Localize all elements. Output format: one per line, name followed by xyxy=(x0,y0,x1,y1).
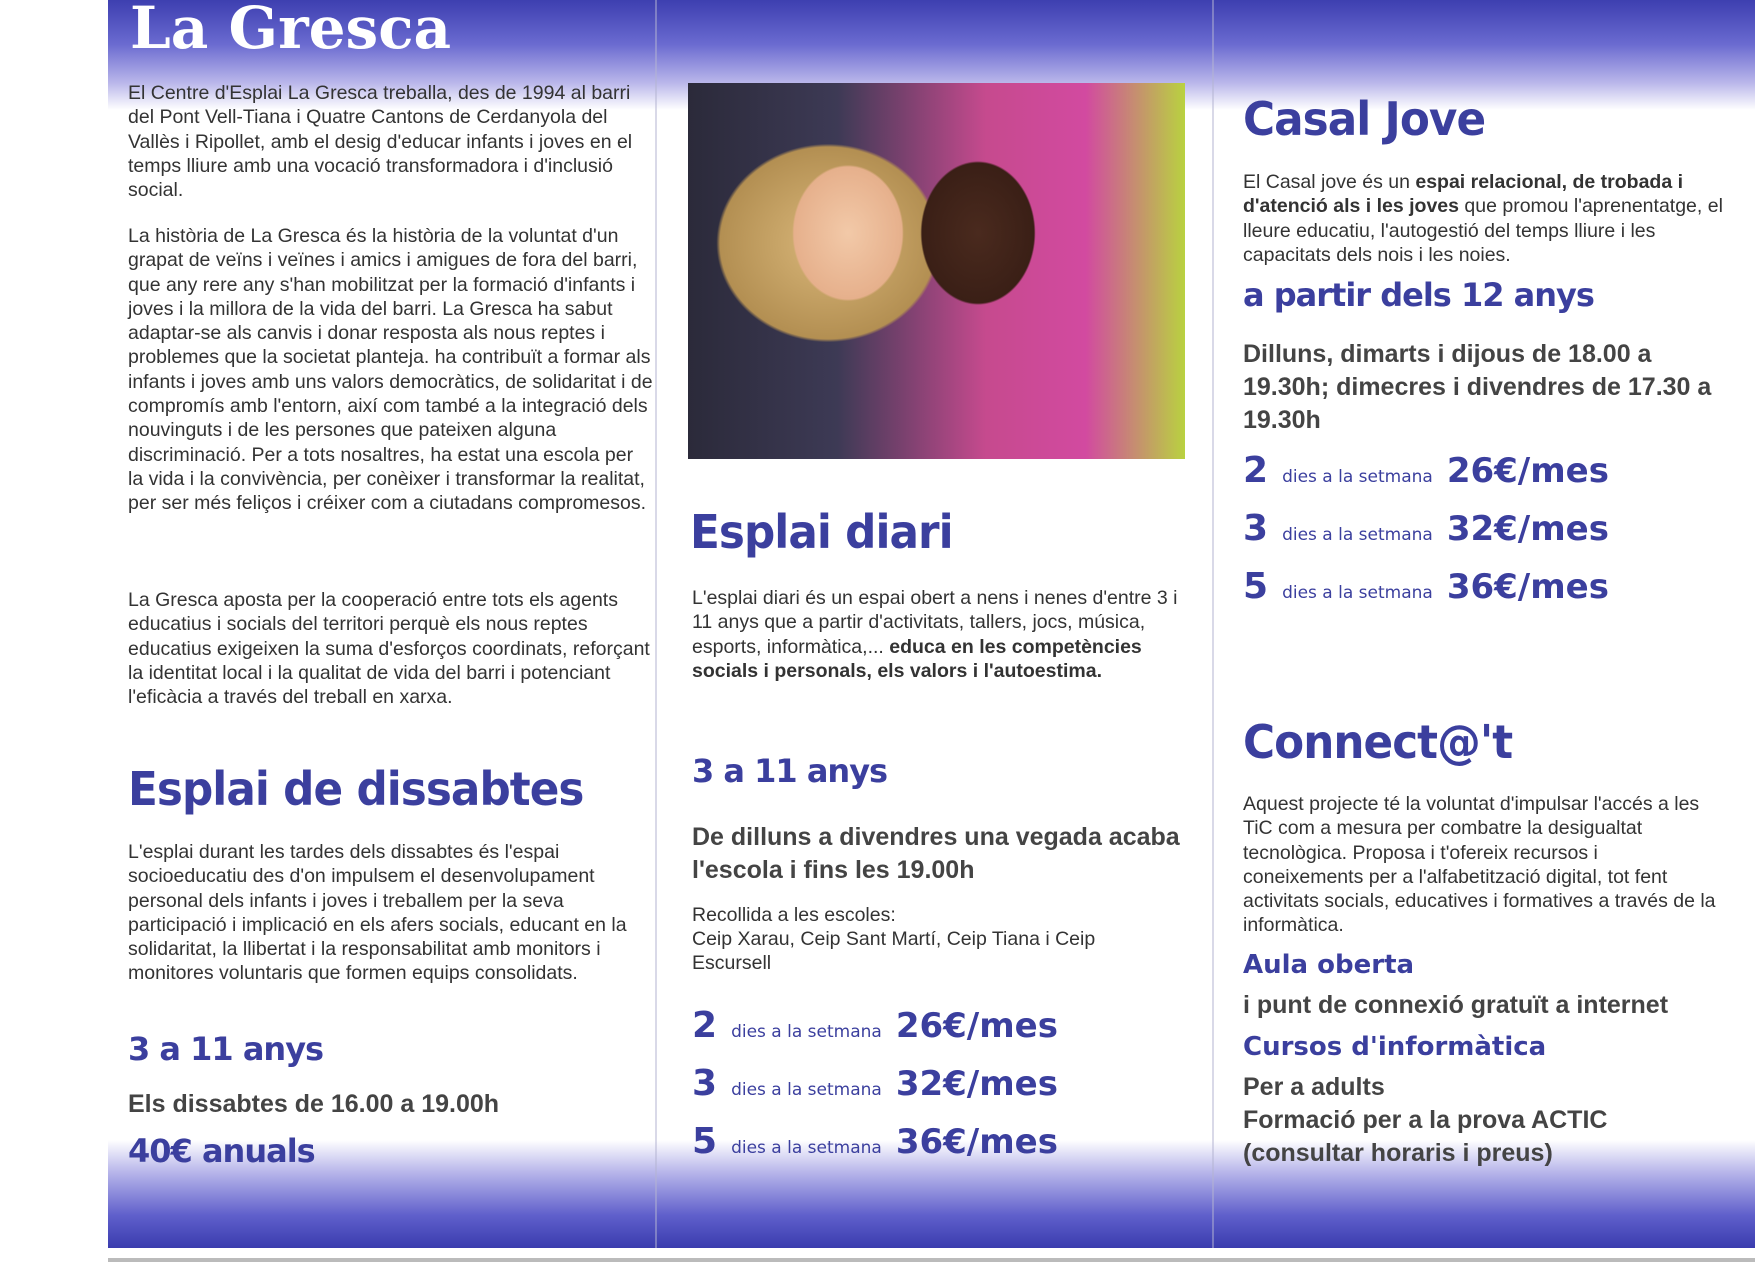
section-heading-casal-jove: Casal Jove xyxy=(1243,92,1486,146)
price-label: dies a la setmana xyxy=(1282,583,1433,603)
price-days: 2 xyxy=(1243,450,1269,491)
casal-jove-schedule: Dilluns, dimarts i dijous de 18.00 a 19.30h; dimecres i divendres de 17.30 a 19.30h xyxy=(1243,340,1712,434)
dissabtes-age: 3 a 11 anys xyxy=(128,1030,324,1068)
cooperation-paragraph: La Gresca aposta per la cooperació entre tots els agents educatius i socials del territori perquè els nous reptes educatius exigeixen la suma d'esforços coordinats, reforçant la identitat local i la qualitat de vida del barri i potenciant l'eficàcia a través del treball en xarxa. xyxy=(128,589,650,709)
paragraph-text: L'esplai diari és un espai obert a nens i nenes d'entre 3 i 11 anys que a partir d'activitats, tallers, jocs, música, esports, informàtica,... xyxy=(692,587,1178,658)
cursos-line-2: Formació per a la prova ACTIC xyxy=(1243,1106,1608,1134)
section-heading-dissabtes: Esplai de dissabtes xyxy=(128,762,584,816)
aula-oberta-description: i punt de connexió gratuït a internet xyxy=(1243,991,1669,1019)
esplai-diari-schedule: De dilluns a divendres una vegada acaba l'escola i fins les 19.00h xyxy=(692,823,1180,884)
cursos-line-1: Per a adults xyxy=(1243,1073,1385,1101)
fold-line xyxy=(1212,0,1214,1248)
price-value: 32€/mes xyxy=(1446,509,1609,549)
scan-edge xyxy=(108,1258,1755,1262)
price-label: dies a la setmana xyxy=(731,1080,882,1100)
cursos-heading: Cursos d'informàtica xyxy=(1243,1032,1547,1062)
history-paragraph: La història de La Gresca és la història de la voluntat d'un grapat de veïns i veïnes i amics i amigues de fora del barri, que any rere any s'han mobilitzat per la formació d'infants i joves i la millora de la vida del barri. La Gresca ha sabut adaptar-se als canvis i donar resposta als nous reptes i problemes que la societat planteja. ha contribuït a formar als infants i joves amb uns valors democràtics, de solidaritat i de compromís amb l'entorn, així com també a la integració dels nouvinguts i de les persones que pateixen alguna discriminació. Per a tots nosaltres, ha estat una escola per la vida i la convivència, per conèixer i transformar la realitat, per ser més feliços i créixer com a ciutadans compromesos. xyxy=(128,225,653,515)
casal-jove-age: a partir dels 12 anys xyxy=(1243,276,1594,314)
pickup-label: Recollida a les escoles: xyxy=(692,904,896,926)
price-row xyxy=(1243,508,1609,566)
price-value: 26€/mes xyxy=(895,1006,1058,1046)
dissabtes-paragraph: L'esplai durant les tardes dels dissabtes és l'espai socioeducatiu des d'on impulsem el desenvolupament personal dels infants i joves i treballem per la seva participació i implicació en els afers socials, educant en la solidaritat, la llibertat i la responsabilitat amb monitors i monitores voluntaris que formen equips consolidats. xyxy=(128,841,627,985)
price-label: dies a la setmana xyxy=(1282,467,1433,487)
paragraph-bold-text: educa en les competències socials i personals, els valors i l'autoestima. xyxy=(692,635,1142,682)
intro-paragraph: El Centre d'Esplai La Gresca treballa, des de 1994 al barri del Pont Vell-Tiana i Quatre Cantons de Cerdanyola del Vallès i Ripollet, amb el desig d'educar infants i joves en el temps lliure amb una vocació transformadora i d'inclusió social. xyxy=(128,82,633,202)
price-row xyxy=(1243,566,1609,624)
price-value: 36€/mes xyxy=(1446,567,1609,607)
price-label: dies a la setmana xyxy=(731,1022,882,1042)
paragraph-text: que promou l'aprenentatge, el lleure educatiu, l'autogestió del temps lliure i les capacitats dels nois i les noies. xyxy=(1243,195,1723,266)
section-heading-connectat: Connect@'t xyxy=(1243,715,1513,769)
pickup-schools: Ceip Xarau, Ceip Sant Martí, Ceip Tiana i Ceip Escursell xyxy=(692,928,1096,975)
price-row xyxy=(1243,450,1609,508)
price-label: dies a la setmana xyxy=(1282,525,1433,545)
esplai-diari-age: 3 a 11 anys xyxy=(692,752,888,790)
casal-jove-paragraph xyxy=(1243,170,1738,267)
price-row xyxy=(692,1005,1058,1063)
brochure xyxy=(108,0,1755,1248)
paragraph-text: El Casal jove és un xyxy=(1243,171,1416,193)
casal-jove-prices xyxy=(1243,450,1609,624)
price-row xyxy=(692,1121,1058,1179)
cursos-line-3: (consultar horaris i preus) xyxy=(1243,1139,1553,1167)
connectat-paragraph: Aquest projecte té la voluntat d'impulsar l'accés a les TiC com a mesura per combatre la desigualtat tecnològica. Proposa i t'ofereix recursos i coneixements per a l'alfabetització digital, tot fent activitats socials, educatives i formatives a través de la informàtica. xyxy=(1243,793,1716,937)
fold-line xyxy=(655,0,657,1248)
price-row xyxy=(692,1063,1058,1121)
section-heading-esplai-diari: Esplai diari xyxy=(690,505,953,559)
dissabtes-price: 40€ anuals xyxy=(128,1132,315,1170)
price-label: dies a la setmana xyxy=(731,1138,882,1158)
price-days: 2 xyxy=(692,1005,718,1046)
children-photo xyxy=(688,83,1185,459)
price-value: 36€/mes xyxy=(895,1122,1058,1162)
dissabtes-schedule: Els dissabtes de 16.00 a 19.00h xyxy=(128,1090,500,1118)
price-value: 26€/mes xyxy=(1446,451,1609,491)
price-days: 5 xyxy=(692,1121,718,1162)
price-value: 32€/mes xyxy=(895,1064,1058,1104)
esplai-diari-paragraph xyxy=(692,586,1192,683)
aula-oberta-heading: Aula oberta xyxy=(1243,950,1415,980)
price-days: 5 xyxy=(1243,566,1269,607)
price-days: 3 xyxy=(692,1063,718,1104)
paragraph-bold-text: espai relacional, de trobada i d'atenció als i les joves xyxy=(1243,171,1684,218)
brand-title: La Gresca xyxy=(130,0,452,62)
price-days: 3 xyxy=(1243,508,1269,549)
esplai-diari-prices xyxy=(692,1005,1058,1179)
